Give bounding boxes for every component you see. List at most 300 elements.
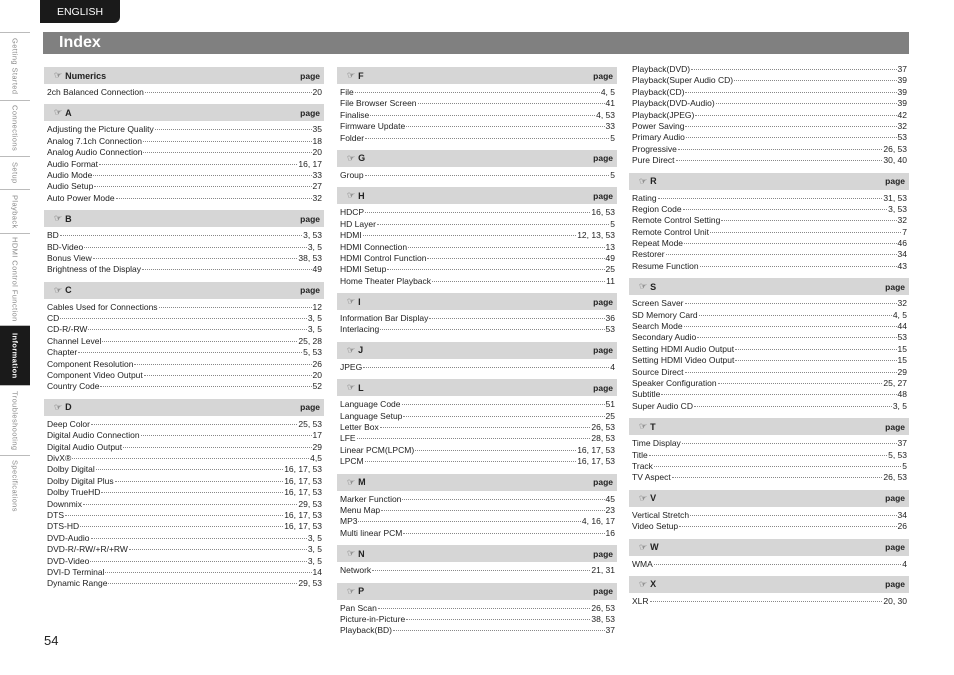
dot-leader: [84, 247, 307, 248]
entry-pages: 32: [312, 192, 322, 203]
side-tab-label: Playback: [10, 194, 20, 229]
entry-pages: 12, 13, 53: [577, 230, 615, 241]
page-column-label: page: [885, 421, 905, 432]
index-entry[interactable]: [629, 261, 909, 272]
entry-pages: 41: [605, 98, 615, 109]
index-entry[interactable]: [337, 411, 617, 422]
dot-leader: [650, 601, 883, 602]
entry-term: Language Code: [340, 399, 401, 410]
side-tab-label: Information: [10, 332, 20, 379]
index-entry[interactable]: [629, 98, 909, 109]
entry-pages: 16, 17, 53: [284, 464, 322, 475]
entry-term: Playback(Super Audio CD): [632, 75, 734, 86]
index-entry[interactable]: [337, 87, 617, 98]
index-section-header: [337, 187, 617, 204]
index-entry[interactable]: [337, 110, 617, 121]
dot-leader: [432, 281, 605, 282]
entry-term: Remote Control Unit: [632, 226, 710, 237]
index-entry[interactable]: [44, 476, 324, 487]
entry-pages: 3, 5: [307, 544, 322, 555]
pointing-hand-icon: ☞: [347, 190, 356, 201]
pointing-hand-icon: ☞: [347, 476, 356, 487]
dot-leader: [358, 521, 580, 522]
index-entry[interactable]: [337, 170, 617, 181]
pointing-hand-icon: ☞: [639, 421, 648, 432]
entry-pages: 32: [897, 298, 907, 309]
index-entry[interactable]: [629, 332, 909, 343]
index-entry[interactable]: [629, 193, 909, 204]
entry-pages: 29, 53: [298, 498, 322, 509]
dot-leader: [685, 303, 897, 304]
dot-leader: [686, 137, 897, 138]
dot-leader: [60, 235, 302, 236]
index-entry[interactable]: [337, 422, 617, 433]
index-entry[interactable]: [629, 450, 909, 461]
index-entry[interactable]: [629, 215, 909, 226]
index-entry[interactable]: [629, 64, 909, 75]
index-entry[interactable]: [44, 453, 324, 464]
entry-pages: 38, 53: [591, 613, 615, 624]
index-entry[interactable]: [337, 207, 617, 218]
index-entry[interactable]: [629, 144, 909, 155]
section-letter: A: [65, 107, 72, 118]
index-section-header: [44, 210, 324, 227]
entry-term: BD-Video: [47, 241, 84, 252]
side-tab-hdmi-control-function[interactable]: [0, 233, 30, 325]
dot-leader: [372, 570, 590, 571]
entry-pages: 42: [897, 109, 907, 120]
entry-term: Dolby Digital Plus: [47, 475, 114, 486]
side-tab-playback[interactable]: [0, 189, 30, 233]
index-entry[interactable]: [337, 433, 617, 444]
entry-pages: 20: [312, 370, 322, 381]
entry-term: Audio Format: [47, 158, 99, 169]
page-column-label: page: [593, 382, 613, 393]
dot-leader: [672, 477, 883, 478]
index-section-header: [44, 399, 324, 416]
index-entry[interactable]: [337, 324, 617, 335]
index-entry[interactable]: [337, 528, 617, 539]
index-entry[interactable]: [44, 544, 324, 555]
dot-leader: [142, 269, 312, 270]
index-entry[interactable]: [44, 313, 324, 324]
entry-pages: 16, 17, 53: [577, 456, 615, 467]
page-column-label: page: [300, 213, 320, 224]
entry-term: Brightness of the Display: [47, 264, 142, 275]
entry-term: Deep Color: [47, 418, 90, 429]
section-letter: M: [358, 477, 366, 488]
dot-leader: [684, 243, 896, 244]
entry-pages: 25, 27: [883, 377, 907, 388]
index-section-header: [44, 67, 324, 84]
section-letter: D: [65, 402, 72, 413]
page-column-label: page: [885, 281, 905, 292]
entry-pages: 5: [902, 460, 907, 471]
entry-term: Playback(BD): [340, 625, 392, 636]
entry-pages: 25, 53: [298, 418, 322, 429]
pointing-hand-icon: ☞: [639, 281, 648, 292]
section-letter-group: [347, 153, 365, 164]
entry-pages: 53: [897, 332, 907, 343]
entry-pages: 37: [897, 64, 907, 74]
index-entry[interactable]: [629, 132, 909, 143]
dot-leader: [415, 450, 576, 451]
dot-leader: [700, 266, 897, 267]
index-entry[interactable]: [629, 75, 909, 86]
index-entry[interactable]: [44, 464, 324, 475]
entry-term: Language Setup: [340, 410, 403, 421]
entry-pages: 37: [897, 438, 907, 449]
entry-term: LPCM: [340, 456, 364, 467]
index-entry[interactable]: [337, 565, 617, 576]
page-column-label: page: [593, 296, 613, 307]
index-column-1: [44, 67, 324, 590]
side-tab-connections[interactable]: [0, 100, 30, 156]
index-entry[interactable]: [337, 133, 617, 144]
entry-term: Digital Audio Output: [47, 441, 123, 452]
index-section-header: [337, 150, 617, 167]
entry-term: MP3: [340, 516, 358, 527]
index-entry[interactable]: [629, 344, 909, 355]
dot-leader: [365, 175, 610, 176]
index-entry[interactable]: [44, 533, 324, 544]
index-section-header: [337, 474, 617, 491]
dot-leader: [380, 329, 604, 330]
index-entry[interactable]: [629, 298, 909, 309]
entry-term: WMA: [632, 558, 653, 569]
pointing-hand-icon: ☞: [347, 296, 356, 307]
index-entry[interactable]: [337, 614, 617, 625]
index-entry[interactable]: [629, 310, 909, 321]
dot-leader: [93, 175, 311, 176]
entry-pages: 32: [897, 120, 907, 131]
index-entry[interactable]: [44, 170, 324, 181]
entry-pages: 4: [902, 558, 907, 569]
entry-term: Playback(DVD-Audio): [632, 98, 715, 109]
pointing-hand-icon: ☞: [54, 107, 63, 118]
dot-leader: [100, 386, 311, 387]
index-entry[interactable]: [44, 381, 324, 392]
entry-term: Downmix: [47, 498, 82, 509]
side-tab-getting-started[interactable]: [0, 32, 30, 100]
entry-pages: 26, 53: [883, 143, 907, 154]
dot-leader: [393, 630, 605, 631]
dot-leader: [365, 138, 609, 139]
index-entry[interactable]: [44, 487, 324, 498]
entry-pages: 44: [897, 321, 907, 332]
index-entry[interactable]: [44, 181, 324, 192]
side-tab-specifications[interactable]: [0, 455, 30, 515]
index-entry[interactable]: [337, 362, 617, 373]
index-entry[interactable]: [44, 159, 324, 170]
index-entry[interactable]: [44, 370, 324, 381]
entry-pages: 49: [605, 252, 615, 263]
entry-pages: 26, 53: [591, 422, 615, 433]
entry-term: Auto Power Mode: [47, 192, 115, 203]
entry-term: Component Video Output: [47, 370, 143, 381]
entry-term: XLR: [632, 595, 649, 606]
side-tab-label: Getting Started: [10, 38, 20, 95]
entry-pages: 43: [897, 260, 907, 271]
dot-leader: [378, 608, 590, 609]
index-entry[interactable]: [629, 121, 909, 132]
index-entry[interactable]: [337, 219, 617, 230]
entry-pages: 20, 30: [883, 595, 907, 606]
index-entry[interactable]: [337, 276, 617, 287]
section-letter: N: [358, 548, 365, 559]
entry-term: Menu Map: [340, 504, 381, 515]
index-entry[interactable]: [44, 242, 324, 253]
section-letter: R: [650, 176, 657, 187]
index-entry[interactable]: [629, 389, 909, 400]
entry-term: CD: [47, 313, 60, 324]
entry-pages: 26: [312, 358, 322, 369]
index-entry[interactable]: [44, 147, 324, 158]
entry-pages: 4, 16, 17: [581, 516, 615, 527]
dot-leader: [91, 424, 297, 425]
dot-leader: [685, 92, 896, 93]
entry-term: DVD-Audio: [47, 532, 90, 543]
index-entry[interactable]: [337, 121, 617, 132]
section-letter-group: [347, 70, 364, 81]
dot-leader: [683, 209, 887, 210]
index-entry[interactable]: [629, 355, 909, 366]
entry-pages: 5: [610, 169, 615, 180]
entry-term: HDMI Setup: [340, 264, 387, 275]
dot-leader: [408, 247, 604, 248]
entry-term: Pure Direct: [632, 155, 675, 166]
index-entry[interactable]: [44, 567, 324, 578]
dot-leader: [427, 258, 604, 259]
index-entry[interactable]: [629, 367, 909, 378]
entry-pages: 45: [605, 493, 615, 504]
index-entry[interactable]: [44, 499, 324, 510]
entry-pages: 38, 53: [298, 252, 322, 263]
dot-leader: [699, 315, 892, 316]
dot-leader: [96, 469, 283, 470]
entry-term: File: [340, 87, 354, 97]
index-entry[interactable]: [337, 399, 617, 410]
index-entry[interactable]: [44, 136, 324, 147]
page-title: Index: [43, 32, 909, 54]
entry-term: Bonus View: [47, 252, 92, 263]
entry-term: HDCP: [340, 207, 365, 218]
entry-pages: 34: [897, 509, 907, 520]
index-entry[interactable]: [337, 98, 617, 109]
index-entry[interactable]: [337, 603, 617, 614]
section-letter-group: [54, 402, 72, 413]
index-section-header: [629, 539, 909, 556]
entry-pages: 4, 5: [600, 87, 615, 97]
entry-pages: 28, 53: [591, 433, 615, 444]
entry-pages: 14: [312, 566, 322, 577]
dot-leader: [718, 383, 883, 384]
index-entry[interactable]: [629, 110, 909, 121]
entry-term: Time Display: [632, 438, 681, 449]
entry-pages: 39: [897, 75, 907, 86]
index-entry[interactable]: [44, 578, 324, 589]
entry-pages: 53: [605, 324, 615, 335]
entry-pages: 16, 17, 53: [284, 509, 322, 520]
page-column-label: page: [300, 107, 320, 118]
dot-leader: [88, 329, 306, 330]
dot-leader: [402, 404, 605, 405]
dot-leader: [666, 254, 897, 255]
entry-term: Linear PCM(LPCM): [340, 444, 415, 455]
section-letter: X: [650, 579, 657, 590]
index-entry[interactable]: [337, 313, 617, 324]
index-entry[interactable]: [629, 249, 909, 260]
entry-pages: 20: [312, 87, 322, 97]
index-entry[interactable]: [44, 264, 324, 275]
index-section-header: [337, 583, 617, 600]
index-entry[interactable]: [629, 461, 909, 472]
entry-term: DVI-D Terminal: [47, 566, 105, 577]
entry-term: Primary Audio: [632, 132, 685, 143]
entry-term: Repeat Mode: [632, 238, 684, 249]
index-entry[interactable]: [337, 494, 617, 505]
section-letter: S: [650, 281, 657, 292]
page-number: 54: [44, 633, 59, 648]
pointing-hand-icon: ☞: [347, 382, 356, 393]
index-entry[interactable]: [629, 227, 909, 238]
page-column-label: page: [300, 70, 320, 81]
index-entry[interactable]: [44, 347, 324, 358]
index-entry[interactable]: [629, 559, 909, 570]
dot-leader: [83, 504, 297, 505]
index-entry[interactable]: [44, 324, 324, 335]
entry-term: Search Mode: [632, 321, 683, 332]
entry-term: Super Audio CD: [632, 400, 693, 411]
entry-term: Dolby Digital: [47, 464, 95, 475]
index-entry[interactable]: [629, 238, 909, 249]
section-letter-group: [639, 281, 656, 292]
index-entry[interactable]: [629, 510, 909, 521]
index-entry[interactable]: [44, 124, 324, 135]
index-section-header: [337, 379, 617, 396]
index-entry[interactable]: [629, 521, 909, 532]
dot-leader: [143, 152, 311, 153]
index-entry[interactable]: [44, 442, 324, 453]
index-entry[interactable]: [44, 430, 324, 441]
index-entry[interactable]: [337, 264, 617, 275]
entry-pages: 16, 17: [298, 158, 322, 169]
index-column-2: [337, 67, 617, 637]
side-tab-troubleshooting[interactable]: [0, 385, 30, 455]
section-letter-group: [54, 213, 72, 224]
entry-term: Source Direct: [632, 366, 684, 377]
side-navigation: [0, 32, 30, 515]
entry-pages: 26, 53: [883, 472, 907, 483]
index-entry[interactable]: [629, 596, 909, 607]
index-entry[interactable]: [337, 230, 617, 241]
entry-term: Speaker Configuration: [632, 377, 717, 388]
index-entry[interactable]: [337, 242, 617, 253]
side-tab-information[interactable]: [0, 325, 30, 385]
index-entry[interactable]: [337, 625, 617, 636]
entry-term: Screen Saver: [632, 298, 684, 309]
entry-pages: 5, 53: [303, 347, 322, 358]
dot-leader: [143, 141, 312, 142]
entry-term: Component Resolution: [47, 358, 134, 369]
index-entry[interactable]: [337, 253, 617, 264]
index-entry[interactable]: [629, 321, 909, 332]
entry-pages: 3, 5: [892, 400, 907, 411]
section-letter-group: [347, 586, 364, 597]
index-entry[interactable]: [629, 438, 909, 449]
index-entry[interactable]: [44, 556, 324, 567]
entry-pages: 33: [605, 121, 615, 132]
entry-term: Playback(CD): [632, 86, 685, 97]
index-entry[interactable]: [44, 230, 324, 241]
dot-leader: [381, 510, 604, 511]
entry-term: JPEG: [340, 361, 363, 372]
entry-pages: 49: [312, 264, 322, 275]
index-entry[interactable]: [44, 521, 324, 532]
entry-pages: 5: [610, 132, 615, 143]
index-entry[interactable]: [337, 516, 617, 527]
index-entry[interactable]: [629, 204, 909, 215]
entry-pages: 4,5: [310, 452, 322, 463]
entry-pages: 13: [605, 241, 615, 252]
entry-term: BD: [47, 230, 59, 241]
entry-term: Pan Scan: [340, 602, 377, 613]
page-column-label: page: [885, 579, 905, 590]
entry-pages: 36: [605, 313, 615, 324]
pointing-hand-icon: ☞: [639, 492, 648, 503]
dot-leader: [387, 269, 604, 270]
dot-leader: [365, 461, 577, 462]
section-letter: J: [358, 345, 364, 356]
index-entry[interactable]: [44, 510, 324, 521]
index-entry[interactable]: [629, 401, 909, 412]
index-entry[interactable]: [629, 155, 909, 166]
index-entry[interactable]: [44, 302, 324, 313]
dot-leader: [685, 126, 896, 127]
index-entry[interactable]: [629, 87, 909, 98]
index-section-header: [337, 342, 617, 359]
index-entry[interactable]: [629, 472, 909, 483]
index-entry[interactable]: [44, 193, 324, 204]
dot-leader: [123, 447, 311, 448]
index-entry[interactable]: [44, 253, 324, 264]
index-entry[interactable]: [629, 378, 909, 389]
entry-term: Remote Control Setting: [632, 215, 721, 226]
index-entry[interactable]: [337, 445, 617, 456]
entry-term: Folder: [340, 132, 365, 143]
index-entry[interactable]: [337, 505, 617, 516]
index-entry[interactable]: [44, 419, 324, 430]
section-letter-group: [54, 107, 72, 118]
side-tab-label: Setup: [10, 162, 20, 184]
dot-leader: [679, 526, 896, 527]
index-entry[interactable]: [44, 359, 324, 370]
section-letter: G: [358, 153, 366, 164]
entry-pages: 12: [312, 301, 322, 312]
index-entry[interactable]: [337, 456, 617, 467]
dot-leader: [108, 583, 297, 584]
dot-leader: [402, 499, 604, 500]
index-entry[interactable]: [44, 87, 324, 98]
side-tab-label: Specifications: [10, 459, 20, 512]
entry-pages: 5, 53: [888, 449, 907, 460]
section-letter-group: [639, 176, 657, 187]
section-letter: P: [358, 586, 365, 597]
side-tab-setup[interactable]: [0, 156, 30, 189]
index-entry[interactable]: [44, 336, 324, 347]
entry-pages: 51: [605, 399, 615, 410]
dot-leader: [735, 349, 896, 350]
